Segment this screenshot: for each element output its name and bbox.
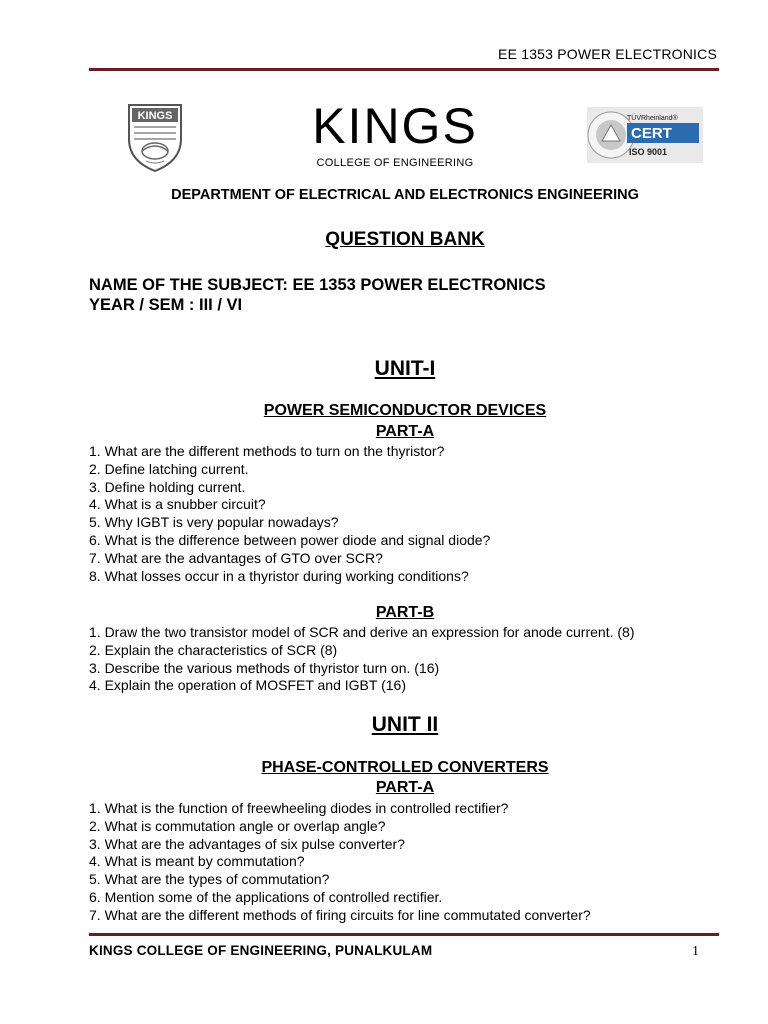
list-item: 7. What are the advantages of GTO over SCR? <box>89 549 383 566</box>
header-divider <box>89 68 719 71</box>
unit2-partA-title: PART-A <box>375 779 435 796</box>
header-course-title: EE 1353 POWER ELECTRONICS <box>498 46 717 62</box>
footer-college: KINGS COLLEGE OF ENGINEERING, PUNALKULAM <box>89 943 433 958</box>
list-item: 1. What is the function of freewheeling diodes in controlled rectifier? <box>89 800 509 816</box>
document-title: QUESTION BANK <box>325 229 485 250</box>
list-item: 8. What losses occur in a thyristor during working conditions? <box>89 567 469 584</box>
subject-block <box>89 275 546 315</box>
list-item: 2. Explain the characteristics of SCR (8) <box>89 641 338 658</box>
list-item: 6. What is the difference between power diode and signal diode? <box>89 531 491 548</box>
brand-subtitle: COLLEGE OF ENGINEERING <box>316 157 474 169</box>
svg-text:KINGS: KINGS <box>137 110 173 122</box>
svg-text:ISO 9001: ISO 9001 <box>629 147 668 157</box>
unit1-section-title: POWER SEMICONDUCTOR DEVICES <box>263 402 547 419</box>
svg-text:CERT: CERT <box>631 125 672 142</box>
list-item: 3. Define holding current. <box>89 478 246 495</box>
list-item: 5. What are the types of commutation? <box>89 871 330 888</box>
list-item: 3. Describe the various methods of thyristor turn on. (16) <box>89 659 440 676</box>
list-item: 4. What is a snubber circuit? <box>89 496 266 513</box>
list-item: 5. Why IGBT is very popular nowadays? <box>89 514 339 531</box>
list-item: 6. Mention some of the applications of controlled rectifier. <box>89 888 443 905</box>
page-number: 1 <box>692 944 699 959</box>
list-item: 2. What is commutation angle or overlap angle? <box>89 817 386 834</box>
footer-divider <box>89 933 719 936</box>
list-item: 2. Define latching current. <box>89 460 249 477</box>
unit1-partB-list <box>89 624 634 695</box>
brand-name: KINGS <box>312 98 478 154</box>
unit1-title: UNIT-I <box>374 357 436 380</box>
unit2-partA-list <box>89 800 591 925</box>
list-item: 4. Explain the operation of MOSFET and IGBT (16) <box>89 677 406 694</box>
list-item: 1. Draw the two transistor model of SCR and derive an expression for anode current. (8) <box>89 624 635 640</box>
unit1-partA-list <box>89 443 490 585</box>
unit1-partB-title: PART-B <box>375 604 435 621</box>
list-item: 4. What is meant by commutation? <box>89 853 305 870</box>
list-item: 3. What are the advantages of six pulse converter? <box>89 835 405 852</box>
list-item: 7. What are the different methods of firing circuits for line commutated converter? <box>89 906 591 923</box>
list-item: 1. What are the different methods to turn on the thyristor? <box>89 443 445 459</box>
svg-text:TÜVRheinland®: TÜVRheinland® <box>627 115 678 122</box>
unit2-title: UNIT II <box>371 713 439 736</box>
department-heading: DEPARTMENT OF ELECTRICAL AND ELECTRONICS ENGINEERING <box>171 187 639 203</box>
subject-name: NAME OF THE SUBJECT: EE 1353 POWER ELECTRONICS <box>89 276 546 294</box>
year-semester: YEAR / SEM : III / VI <box>89 296 243 314</box>
tuv-cert-logo <box>587 107 703 163</box>
unit2-section-title: PHASE-CONTROLLED CONVERTERS <box>261 759 549 776</box>
unit1-partA-title: PART-A <box>375 423 435 440</box>
